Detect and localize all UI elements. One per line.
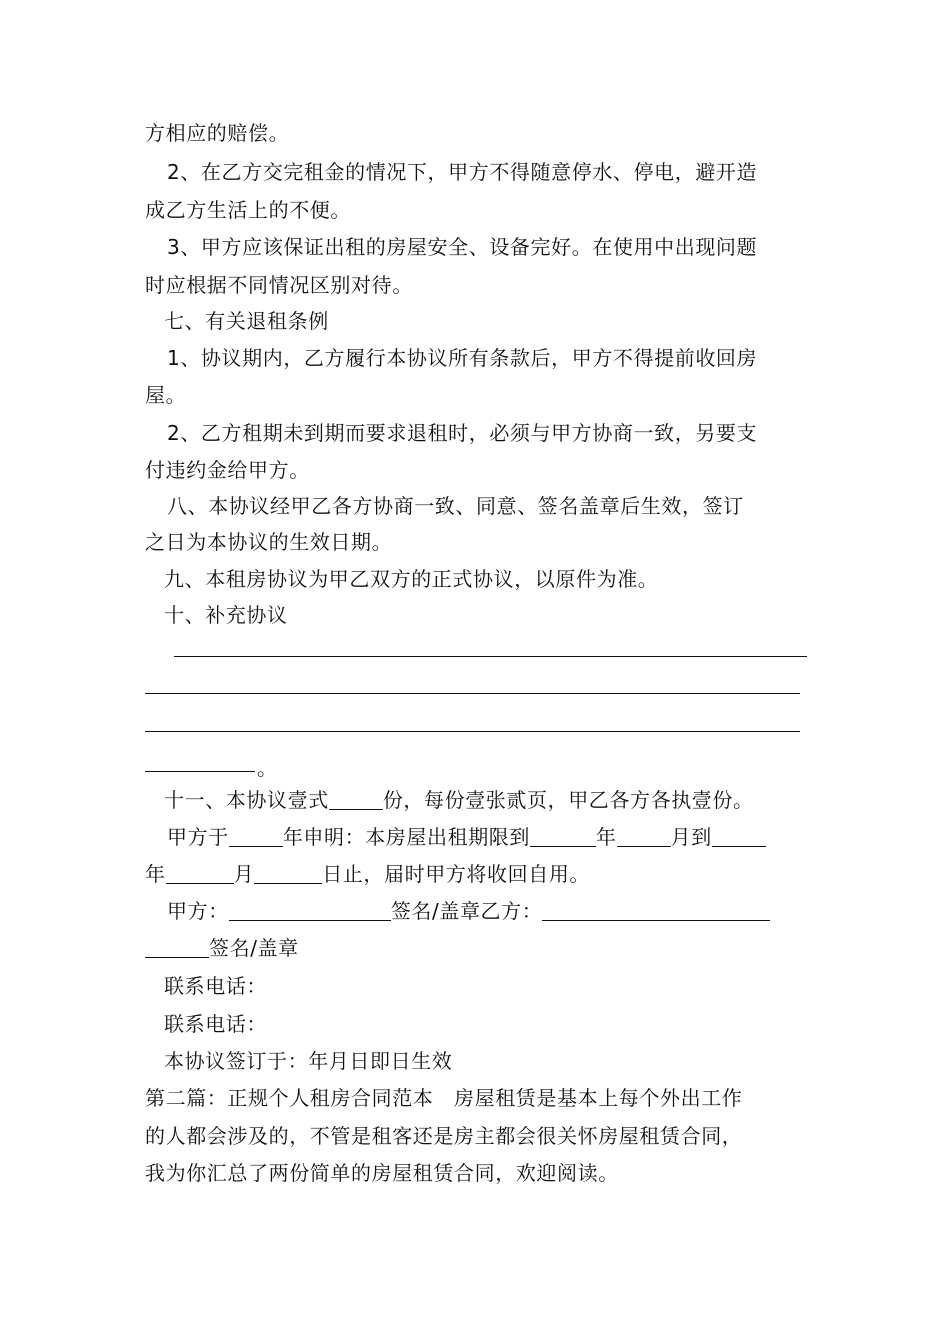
party-b-signature-blank[interactable] [542, 919, 770, 921]
text-line: 2、乙方租期未到期而要求退租时，必须与甲方协商一致，另要支 [167, 421, 758, 445]
signature-line [167, 893, 832, 929]
text-line: 八、本协议经甲乙各方协商一致、同意、签名盖章后生效，签订 [167, 494, 744, 518]
text-line: 之日为本协议的生效日期。 [145, 530, 393, 554]
blank-line[interactable] [174, 656, 807, 657]
day-blank[interactable] [712, 845, 766, 847]
section-heading: 十、补充协议 [164, 603, 288, 627]
text-line: 付违约金给甲方。 [145, 458, 310, 482]
month-blank[interactable] [617, 845, 671, 847]
part-two-line: 我为你汇总了两份简单的房屋租赁合同，欢迎阅读。 [145, 1161, 619, 1185]
declaration-line-1 [167, 819, 832, 855]
party-a-label: 甲方： [167, 899, 229, 923]
declaration-text: 月到 [670, 825, 712, 849]
blank-line[interactable] [145, 693, 800, 694]
clause-11-text-a: 十一、本协议壹式 [164, 788, 329, 812]
declaration-text: 月 [233, 862, 255, 886]
section-heading: 七、有关退租条例 [164, 309, 329, 333]
text-line: 方相应的赔偿。 [145, 121, 290, 145]
declaration-text: 年 [596, 825, 617, 849]
contact-phone-a: 联系电话： [164, 974, 267, 998]
sign-label: 签名/盖章乙方： [390, 899, 543, 923]
signature-line-2 [145, 930, 810, 966]
party-b-signature-blank[interactable] [145, 956, 209, 958]
year-blank[interactable] [530, 845, 596, 847]
text-line: 屋。 [145, 383, 187, 407]
year-blank[interactable] [229, 845, 283, 847]
declaration-text: 日止，届时甲方将收回自用。 [322, 862, 591, 886]
day-blank[interactable] [254, 882, 322, 884]
declaration-line-2 [145, 856, 810, 892]
part-two-line: 的人都会涉及的，不管是租客还是房主都会很关怀房屋租赁合同， [145, 1124, 743, 1148]
contact-phone-b: 联系电话： [164, 1012, 267, 1036]
text-line: 1、协议期内，乙方履行本协议所有条款后，甲方不得提前收回房 [167, 346, 758, 370]
party-a-signature-blank[interactable] [229, 919, 391, 921]
text-line: 时应根据不同情况区别对待。 [145, 273, 413, 297]
signing-date: 本协议签订于：年月日即日生效 [164, 1049, 453, 1073]
copies-blank[interactable] [329, 808, 383, 810]
part-two-line: 第二篇：正规个人租房合同范本 房屋租赁是基本上每个外出工作 [145, 1086, 743, 1110]
text-line: 2、在乙方交完租金的情况下，甲方不得随意停水、停电，避开造 [167, 160, 758, 184]
clause-11 [164, 782, 829, 818]
declaration-text: 年 [145, 862, 166, 886]
declaration-text: 年申明：本房屋出租期限到 [282, 825, 531, 849]
blank-line[interactable] [145, 731, 800, 732]
sign-label: 签名/盖章 [209, 936, 299, 960]
year-blank[interactable] [166, 882, 234, 884]
text-line: 3、甲方应该保证出租的房屋安全、设备完好。在使用中出现问题 [167, 235, 758, 259]
period-mark: 。 [257, 756, 278, 780]
blank-line[interactable] [145, 771, 255, 772]
text-line: 成乙方生活上的不便。 [145, 198, 351, 222]
text-line: 九、本租房协议为甲乙双方的正式协议，以原件为准。 [164, 567, 659, 591]
clause-11-text-b: 份，每份壹张贰页，甲乙各方各执壹份。 [382, 788, 754, 812]
declaration-text: 甲方于 [167, 825, 229, 849]
